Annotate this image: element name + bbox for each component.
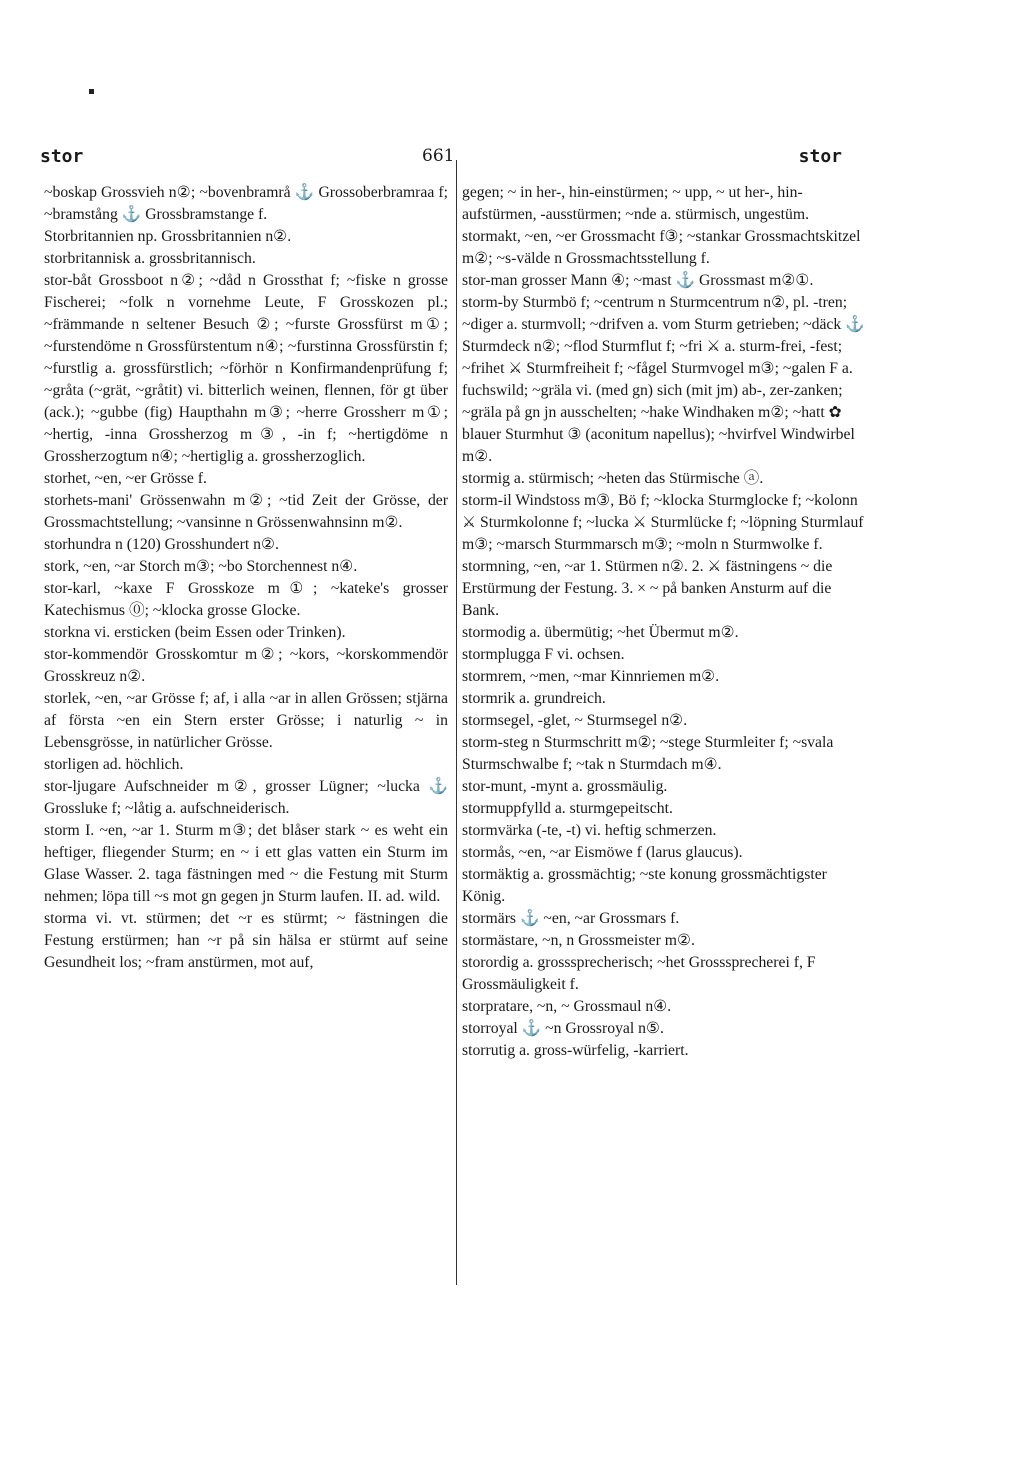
dictionary-entry: stormärs ⚓ ~en, ~ar Grossmars f.	[462, 910, 680, 927]
left-column	[44, 182, 448, 974]
dictionary-entry: stormig a. stürmisch; ~heten das Stürmische ⓐ.	[462, 470, 764, 487]
dictionary-entry: storordig a. grosssprecherisch; ~het Grosssprecherei f, F Grossmäuligkeit f.	[462, 954, 816, 993]
dictionary-entry: storbritannisk a. grossbritannisch.	[44, 250, 256, 267]
dictionary-entry: stormrik a. grundreich.	[462, 690, 606, 707]
dictionary-entry: stormrem, ~men, ~mar Kinnriemen m②.	[462, 668, 720, 685]
dictionary-entry: stormäktig a. grossmächtig; ~ste konung grossmächtigster König.	[462, 866, 827, 905]
dictionary-entry: storm-steg n Sturmschritt m②; ~stege Sturmleiter f; ~svala Sturmschwalbe f; ~tak n Sturmdach m④.	[462, 734, 834, 773]
dictionary-entry: stormästare, ~n, n Grossmeister m②.	[462, 932, 695, 949]
right-column	[462, 182, 866, 1062]
dictionary-entry: storm-by Sturmbö f; ~centrum n Sturmcentrum n②, pl. -tren; ~diger a. sturmvoll; ~drifven a. vom Sturm getrieben; ~däck ⚓ Sturmdeck n②; ~flod Sturmflut f; ~fri ⚔ a. sturm-frei, -fest; ~frihet ⚔ Sturmfreiheit f; ~fågel Sturmvogel m③; ~galen F a. fuchswild; ~gräla vi. (med gn) sich (mit jm) ab-, zer-zanken; ~gräla på gn jn ausschelten; ~hake Windhaken m②; ~hatt ✿ blauer Sturmhut ③ (aconitum napellus); ~hvirfvel Windwirbel m②.	[462, 294, 865, 465]
dictionary-entry: storroyal ⚓ ~n Grossroyal n⑤.	[462, 1020, 664, 1037]
dictionary-entry: stor-ljugare Aufschneider m②, grosser Lügner; ~lucka ⚓ Grossluke f; ~låtig a. aufschneiderisch.	[44, 778, 448, 817]
print-speck	[89, 89, 94, 94]
dictionary-entry: storligen ad. höchlich.	[44, 756, 184, 773]
dictionary-entry: storm I. ~en, ~ar 1. Sturm m③; det blåser stark ~ es weht ein heftiger, fliegender Sturm; en ~ i ett glas vatten ein Sturm im Glase Wasser. 2. taga fästningen med ~ die Festung mit Sturm nehmen; löpa till ~s mot gn gegen jn Sturm laufen. II. ad. wild.	[44, 822, 448, 905]
dictionary-entry: stormplugga F vi. ochsen.	[462, 646, 625, 663]
dictionary-entry: stormakt, ~en, ~er Grossmacht f③; ~stankar Grossmachtskitzel m②; ~s-välde n Grossmachtsstellung f.	[462, 228, 861, 267]
dictionary-entry: Storbritannien np. Grossbritannien n②.	[44, 228, 292, 245]
dictionary-entry: storkna vi. ersticken (beim Essen oder Trinken).	[44, 624, 346, 641]
dictionary-entry: stor-kommendör Grosskomtur m②; ~kors, ~korskommendör Grosskreuz n②.	[44, 646, 448, 685]
dictionary-entry: storhet, ~en, ~er Grösse f.	[44, 470, 207, 487]
dictionary-entry: gegen; ~ in her-, hin-einstürmen; ~ upp, ~ ut her-, hin-aufstürmen, -ausstürmen; ~nde a. stürmisch, ungestüm.	[462, 184, 810, 223]
dictionary-entry: ~boskap Grossvieh n②; ~bovenbramrå ⚓ Grossoberbramraa f; ~bramstång ⚓ Grossbramstange f.	[44, 184, 448, 223]
page-number: 661	[422, 146, 455, 166]
dictionary-entry: stormvärka (-te, -t) vi. heftig schmerzen.	[462, 822, 717, 839]
column-divider	[456, 160, 457, 1285]
dictionary-entry: storma vi. vt. stürmen; det ~r es stürmt; ~ fästningen die Festung erstürmen; han ~r på sin hälsa er stürmt auf seine Gesundheit los; ~fram anstürmen, mot auf,	[44, 910, 448, 971]
dictionary-entry: stormodig a. übermütig; ~het Übermut m②.	[462, 624, 739, 641]
dictionary-entry: storpratare, ~n, ~ Grossmaul n④.	[462, 998, 672, 1015]
header-guide-word-left: stor	[40, 146, 84, 167]
dictionary-entry: storrutig a. gross-würfelig, -karriert.	[462, 1042, 689, 1059]
dictionary-entry: storlek, ~en, ~ar Grösse f; af, i alla ~ar in allen Grössen; stjärna af första ~en ein Stern erster Grösse; i naturlig ~ in Lebensgrösse, in natürlicher Grösse.	[44, 690, 448, 751]
dictionary-entry: stormning, ~en, ~ar 1. Stürmen n②. 2. ⚔ fästningens ~ die Erstürmung der Festung. 3. × ~ på banken Ansturm auf die Bank.	[462, 558, 833, 619]
dictionary-entry: stor-munt, -mynt a. grossmäulig.	[462, 778, 668, 795]
dictionary-entry: stormås, ~en, ~ar Eismöwe f (larus glaucus).	[462, 844, 743, 861]
dictionary-entry: stormuppfylld a. sturmgepeitscht.	[462, 800, 673, 817]
header-guide-word-right: stor	[798, 146, 842, 167]
dictionary-entry: storhets-mani' Grössenwahn m②; ~tid Zeit der Grösse, der Grossmachtstellung; ~vansinne n Grössenwahnsinn m②.	[44, 492, 448, 531]
dictionary-entry: storm-il Windstoss m③, Bö f; ~klocka Sturmglocke f; ~kolonn ⚔ Sturmkolonne f; ~lucka ⚔ Sturmlücke f; ~löpning Sturmlauf m③; ~marsch Sturmmarsch m③; ~moln n Sturmwolke f.	[462, 492, 864, 553]
dictionary-entry: storhundra n (120) Grosshundert n②.	[44, 536, 279, 553]
dictionary-entry: stor-båt Grossboot n②; ~dåd n Grossthat f; ~fiske n grosse Fischerei; ~folk n vornehme Leute, F Grosskozen pl.; ~främmande n seltener Besuch ②; ~furste Grossfürst m①; ~furstendöme n Grossfürstentum n④; ~furstinna Grossfürstin f; ~furstlig a. grossfürstlich; ~förhör n Konfirmandenprüfung f; ~gråta (~grät, ~gråtit) vi. bitterlich weinen, flennen, för gt über (ack.); ~gubbe (fig) Haupthahn m③; ~herre Grossherr m①; ~hertig, -inna Grossherzog m③, -in f; ~hertigdöme n Grossherzogtum n④; ~hertiglig a. grossherzoglich.	[44, 272, 448, 465]
dictionary-entry: stormsegel, -glet, ~ Sturmsegel n②.	[462, 712, 688, 729]
dictionary-entry: stor-karl, ~kaxe F Grosskoze m①; ~kateke's grosser Katechismus ⓪; ~klocka grosse Glocke.	[44, 580, 448, 619]
dictionary-entry: stor-man grosser Mann ④; ~mast ⚓ Grossmast m②①.	[462, 272, 814, 289]
dictionary-entry: stork, ~en, ~ar Storch m③; ~bo Storchennest n④.	[44, 558, 358, 575]
